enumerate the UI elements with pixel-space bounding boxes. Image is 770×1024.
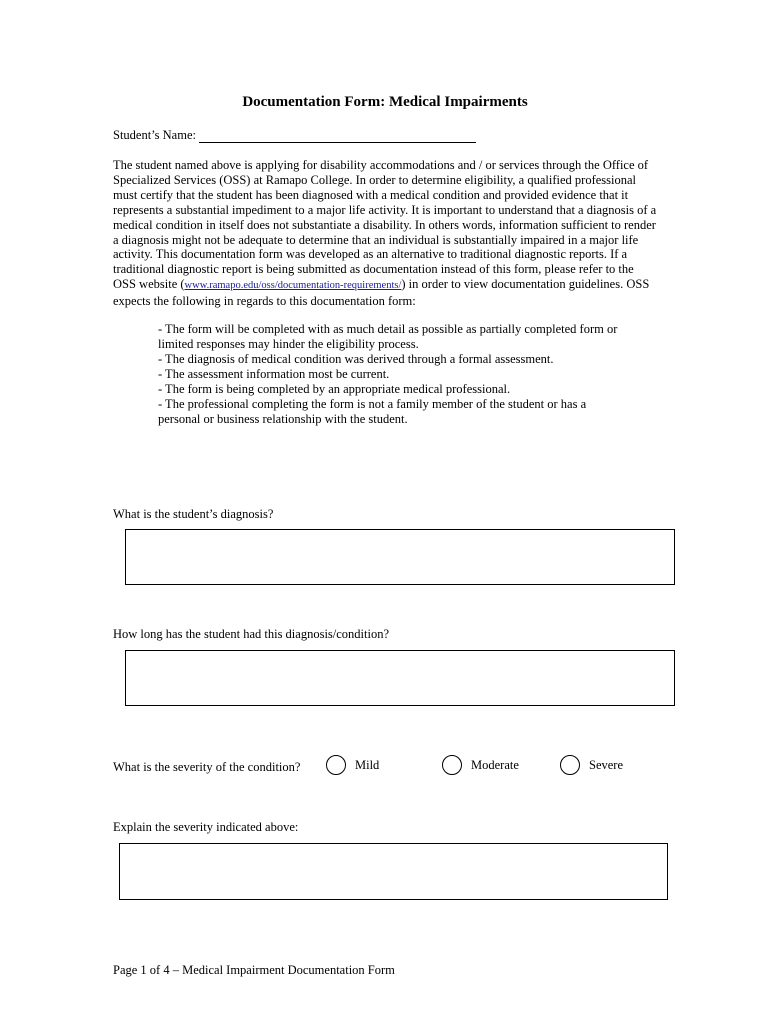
student-name-row	[113, 128, 476, 143]
radio-circle-icon[interactable]	[442, 755, 462, 775]
severity-option-mild[interactable]	[326, 755, 379, 775]
student-name-label: Student’s Name:	[113, 128, 196, 142]
expectation-item: - The form will be completed with as much detail as possible as partially completed form or limited responses may hinder the eligibility process.	[158, 322, 618, 351]
severity-question: What is the severity of the condition?	[113, 760, 301, 774]
expectation-item: - The assessment information most be current.	[158, 367, 390, 381]
page-footer: Page 1 of 4 – Medical Impairment Documentation Form	[113, 963, 395, 977]
expectations-list	[158, 322, 628, 427]
oss-website-link[interactable]: www.ramapo.edu/oss/documentation-requirements/	[184, 280, 402, 292]
severity-option-label: Mild	[355, 757, 380, 772]
radio-circle-icon[interactable]	[326, 755, 346, 775]
severity-explain-answer-box[interactable]	[119, 843, 668, 900]
severity-option-label: Severe	[589, 757, 624, 772]
severity-explain-question: Explain the severity indicated above:	[113, 820, 299, 834]
expectation-item: - The professional completing the form is not a family member of the student or has a personal or business relationship with the student.	[158, 397, 587, 426]
radio-circle-icon[interactable]	[560, 755, 580, 775]
intro-text-part2: ) in order to view documentation guidelines. OSS expects the following in regards to this documentation form:	[113, 277, 650, 309]
form-title: Documentation Form: Medical Impairments	[242, 94, 528, 110]
duration-answer-box[interactable]	[125, 650, 675, 706]
diagnosis-answer-box[interactable]	[125, 529, 675, 585]
expectation-item: - The diagnosis of medical condition was derived through a formal assessment.	[158, 352, 554, 366]
expectation-item: - The form is being completed by an appropriate medical professional.	[158, 382, 511, 396]
intro-paragraph	[113, 158, 657, 309]
severity-option-severe[interactable]	[560, 755, 623, 775]
diagnosis-question: What is the student’s diagnosis?	[113, 507, 274, 521]
severity-option-moderate[interactable]	[442, 755, 519, 775]
intro-text-part1: The student named above is applying for disability accommodations and / or services through the Office of Specialized Services (OSS) at Ramapo College. In order to determine eligibility, a qualified professional must certify that the student has been diagnosed with a medical condition and provided evidence that it represents a substantial impediment to a major life activity. It is important to understand that a diagnosis of a medical condition in itself does not substantiate a disability. In others words, information sufficient to render a diagnosis might not be adequate to determine that an individual is substantially impaired in a major life activity. This documentation form was developed as an alternative to traditional diagnostic reports. If a traditional diagnostic report is being submitted as documentation instead of this form, please refer to the OSS website (	[113, 158, 657, 292]
severity-option-label: Moderate	[471, 757, 519, 772]
student-name-field[interactable]	[199, 129, 476, 143]
duration-question: How long has the student had this diagnosis/condition?	[113, 627, 390, 641]
